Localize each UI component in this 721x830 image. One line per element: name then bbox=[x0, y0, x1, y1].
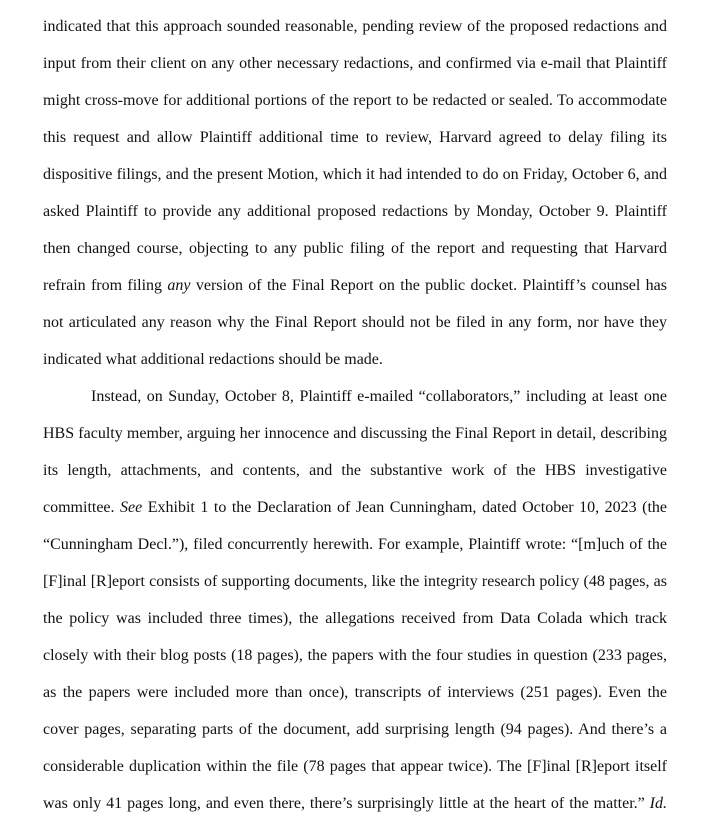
text-line bbox=[43, 793, 667, 830]
document-page bbox=[43, 16, 667, 830]
text-line bbox=[43, 201, 667, 238]
text-line bbox=[43, 53, 667, 90]
text-run: its length, attachments, and contents, and the substantive work of the HBS investigative bbox=[43, 462, 667, 479]
text-run: committee. bbox=[43, 499, 121, 516]
text-line bbox=[43, 497, 667, 534]
text-line bbox=[43, 16, 667, 53]
text-run: Exhibit 1 to the Declaration of Jean Cunningham, dated October 10, 2023 (the bbox=[142, 499, 668, 516]
text-line bbox=[43, 756, 667, 793]
text-run: “Cunningham Decl.”), filed concurrently herewith. For example, Plaintiff wrote: “[m]uch of the bbox=[43, 536, 667, 553]
text-run: dispositive filings, and the present Motion, which it had intended to do on Friday, October 6, and bbox=[43, 166, 667, 183]
text-line bbox=[43, 164, 667, 201]
italic-text-run: any bbox=[167, 277, 191, 294]
text-run: the policy was included three times), the allegations received from Data Colada which track bbox=[43, 610, 667, 627]
text-line bbox=[43, 571, 667, 608]
text-run: not articulated any reason why the Final Report should not be filed in any form, nor have they bbox=[43, 314, 667, 331]
text-line bbox=[43, 312, 667, 349]
text-line bbox=[43, 238, 667, 275]
text-line bbox=[43, 386, 667, 423]
text-run: cover pages, separating parts of the document, add surprising length (94 pages). And there’s a bbox=[43, 721, 667, 738]
text-run: as the papers were included more than once), transcripts of interviews (251 pages). Even the bbox=[43, 684, 667, 701]
paragraph bbox=[43, 386, 667, 830]
italic-text-run: Id. bbox=[649, 795, 667, 812]
text-line bbox=[43, 423, 667, 460]
text-line bbox=[43, 90, 667, 127]
text-line bbox=[43, 682, 667, 719]
text-run: Instead, on Sunday, October 8, Plaintiff e-mailed “collaborators,” including at least one bbox=[91, 388, 667, 405]
italic-text-run: See bbox=[120, 499, 143, 516]
text-run: [F]inal [R]eport consists of supporting documents, like the integrity research policy (48 pages, as bbox=[43, 573, 667, 590]
text-run: indicated what additional redactions should be made. bbox=[43, 351, 383, 368]
text-line bbox=[43, 349, 667, 386]
text-run: refrain from filing bbox=[43, 277, 168, 294]
text-run: indicated that this approach sounded reasonable, pending review of the proposed redactions and bbox=[43, 18, 667, 35]
text-run: version of the Final Report on the public docket. Plaintiff’s counsel has bbox=[190, 277, 667, 294]
text-run: considerable duplication within the file (78 pages that appear twice). The [F]inal [R]eport itself bbox=[43, 758, 667, 775]
paragraph bbox=[43, 16, 667, 386]
text-run: asked Plaintiff to provide any additional proposed redactions by Monday, October 9. Plaintiff bbox=[43, 203, 667, 220]
text-line bbox=[43, 275, 667, 312]
document-body bbox=[43, 16, 667, 830]
text-line bbox=[43, 534, 667, 571]
text-line bbox=[43, 127, 667, 164]
text-run: was only 41 pages long, and even there, there’s surprisingly little at the heart of the matter.” bbox=[43, 795, 650, 812]
text-run: HBS faculty member, arguing her innocence and discussing the Final Report in detail, describing bbox=[43, 425, 667, 442]
text-line bbox=[43, 460, 667, 497]
text-run: input from their client on any other necessary redactions, and confirmed via e-mail that Plaintiff bbox=[43, 55, 667, 72]
text-line bbox=[43, 645, 667, 682]
text-run: closely with their blog posts (18 pages), the papers with the four studies in question (233 pages, bbox=[43, 647, 667, 664]
text-line bbox=[43, 719, 667, 756]
text-line bbox=[43, 608, 667, 645]
text-run: might cross-move for additional portions of the report to be redacted or sealed. To accommodate bbox=[43, 92, 667, 109]
text-run: this request and allow Plaintiff additional time to review, Harvard agreed to delay filing its bbox=[43, 129, 667, 146]
text-run: then changed course, objecting to any public filing of the report and requesting that Harvard bbox=[43, 240, 667, 257]
